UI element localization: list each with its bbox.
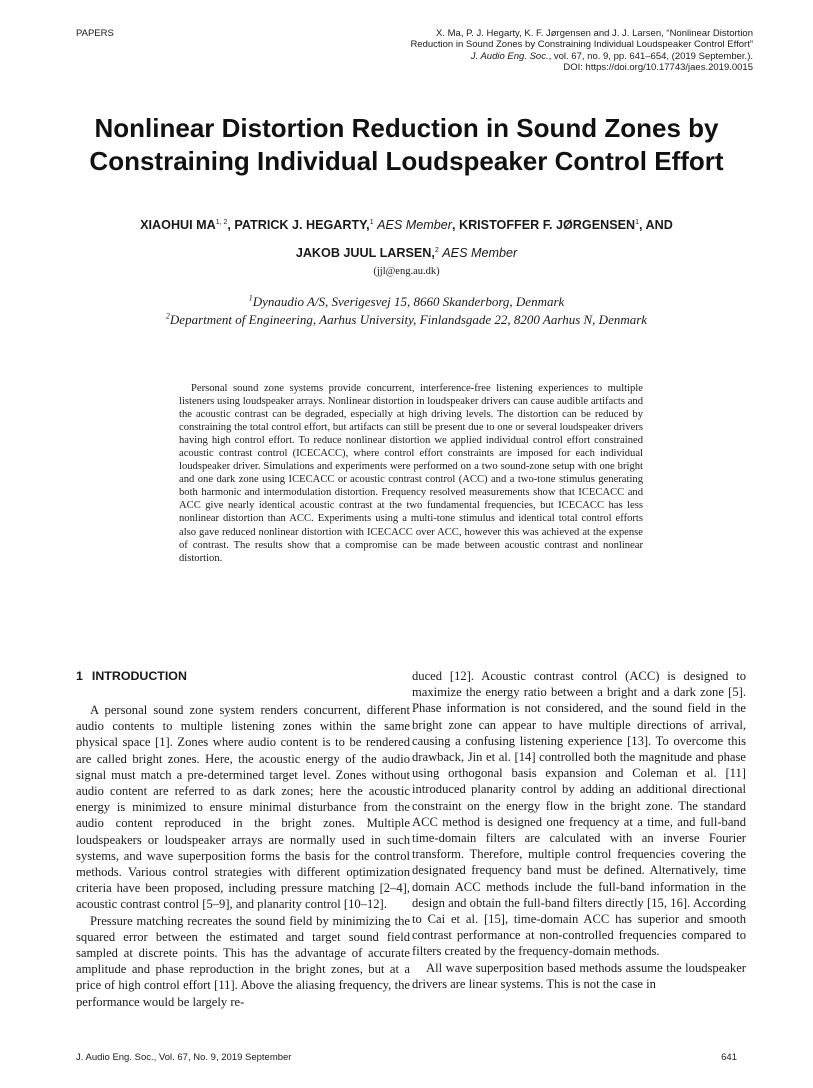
running-head-section: PAPERS (76, 28, 114, 39)
author-name: XIAOHUI MA (140, 218, 216, 232)
body-column-right (412, 668, 746, 992)
author-line-1 (40, 218, 773, 232)
footer-journal: J. Audio Eng. Soc., Vol. 67, No. 9, 2019 September (76, 1052, 292, 1063)
affiliation-1 (40, 294, 773, 310)
citation-journal: J. Audio Eng. Soc. (470, 50, 549, 62)
section-number: 1 (76, 669, 83, 683)
body-paragraph: A personal sound zone system renders concurrent, different audio contents to multiple listening zones within the same physical space [1]. Zones where audio content is to be rendered are called bright zones. Here, the acoustic energy of the audio signal must match a pre-determined target level. Zones without audio content are referred to as dark zones; here the acoustic energy is minimized to ensure minimal disturbance from the audio content reproduced in the bright zones. Multiple loudspeakers or loudspeaker arrays are normally used in such systems, and wave superposition forms the basis for the control methods. Various control strategies with different optimization criteria have been proposed, including pressure matching [2–4], acoustic contrast control [5–9], and planarity control [10–12]. (76, 703, 410, 912)
citation-volume: , vol. 67, no. 9, pp. 641–654, (2019 September.). (548, 50, 753, 62)
author-name: JAKOB JUUL LARSEN, (295, 246, 435, 260)
author-email[interactable]: (jjl@eng.au.dk) (373, 266, 440, 277)
affiliation-mark: 2 (165, 311, 170, 321)
body-paragraph: All wave superposition based methods assume the loudspeaker drivers are linear systems. This is not the case in (412, 960, 746, 991)
page-number: 641 (721, 1052, 737, 1063)
author-role: AES Member (377, 218, 452, 232)
body-paragraph: Pressure matching recreates the sound field by minimizing the squared error between the estimated and target sound field sampled at discrete points. This has the advantage of accurate amplitude and phase reproduction in the bright zones, but at a price of high control effort [11]. Above the aliasing frequency, the performance would be largely re- (76, 913, 410, 1009)
citation-line-2: Reduction in Sound Zones by Constraining Individual Loudspeaker Control Effort” (410, 39, 753, 51)
citation-line-3 (333, 51, 753, 62)
citation-line-1: X. Ma, P. J. Hegarty, K. F. Jørgensen and J. J. Larsen, “Nonlinear Distortion (436, 28, 753, 39)
affiliation-2 (40, 312, 773, 328)
body-paragraph: duced [12]. Acoustic contrast control (ACC) is designed to maximize the energy ratio between a bright and a dark zone [5]. Phase information is not considered, and the sound field in the bright zone can appear to have multiple directions of arrival, causing a confusing listening experience [13]. To overcome this drawback, Jin et al. [14] controlled both the magnitude and phase using orthogonal basis expansion and Coleman et al. [11] introduced planarity control by adding an additional directional constraint on the energy flow in the bright zone. The standard ACC method is designed one frequency at a time, and full-band time-domain filters are calculated with an inverse Fourier transform. Therefore, multiple control frequencies covering the designated frequency band must be defined. Alternatively, time domain ACC methods include the full-band information in the design and obtain the full-band filters directly [15, 16]. According to Cai et al. [15], time-domain ACC has superior and smooth contrast performance at non-controlled frequencies compared to filters created by the frequency-domain methods. (412, 669, 746, 959)
affiliation-mark: 1 (248, 293, 253, 303)
title-line-1: Nonlinear Distortion Reduction in Sound Zones by (94, 113, 719, 143)
citation-block (333, 28, 753, 74)
author-name: , KRISTOFFER F. JØRGENSEN (451, 218, 636, 232)
doi-link[interactable]: DOI: https://doi.org/10.17743/jaes.2019.0015 (563, 62, 753, 74)
author-affiliation-mark: 2 (434, 246, 439, 254)
abstract: Personal sound zone systems provide concurrent, interference-free listening experiences to multiple listeners using loudspeaker arrays. Nonlinear distortion in loudspeaker drivers can cause audible artifacts and the acoustic contrast can be degraded, especially at high driving levels. The distortion can be reduced by constraining the total control effort, but artifacts can still be present due to one or several loudspeaker drivers having high control effort. To reduce nonlinear distortion we applied individual control effort constrained acoustic contrast control (ICECACC), where control effort constraints are imposed for each individual loudspeaker driver. Simulations and experiments were performed on a two sound-zone setup with one bright and one dark zone using ICECACC or acoustic contrast control (ACC) and a two-tone stimulus generating both harmonic and intermodulation distortion. Frequency resolved measurements show that ICECACC and ACC give nearly identical acoustic contrast at the two fundamental frequencies, but ICECACC has less nonlinear distortion than ACC. Experiments using a multi-tone stimulus and identical total control efforts also gave reduced nonlinear distortion with ICECACC over ACC, however this was achieved at the expense of contrast. The results show that a compromise can be made between acoustic contrast and nonlinear distortion. (179, 383, 643, 564)
title-line-2: Constraining Individual Loudspeaker Control Effort (89, 146, 724, 176)
section-heading (76, 668, 410, 684)
affiliation-text: Dynaudio A/S, Sverigesvej 15, 8660 Skanderborg, Denmark (252, 294, 565, 309)
section-title: INTRODUCTION (91, 669, 187, 683)
author-role: AES Member (442, 246, 518, 260)
author-name: , PATRICK J. HEGARTY, (227, 218, 370, 232)
affiliation-text: Department of Engineering, Aarhus University, Finlandsgade 22, 8200 Aarhus N, Denmark (169, 312, 648, 327)
body-column-left (76, 668, 410, 1010)
paper-title (40, 112, 773, 178)
author-affiliation-mark: 1 (369, 218, 374, 226)
author-line-2 (40, 246, 773, 260)
author-affiliation-mark: 1, 2 (215, 218, 228, 226)
author-affiliation-mark: 1 (635, 218, 639, 226)
author-conjunction: , AND (639, 218, 673, 232)
